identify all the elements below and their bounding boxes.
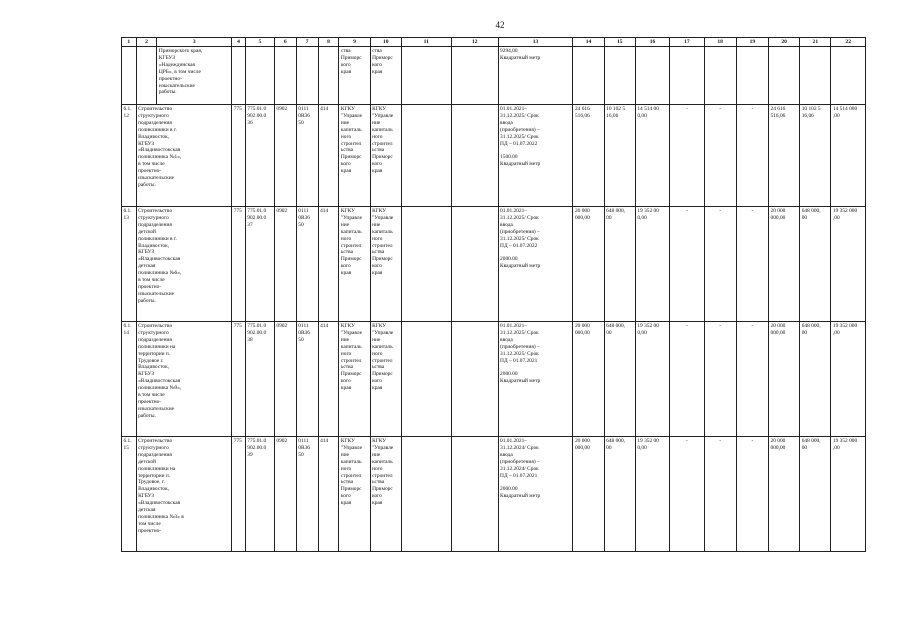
row-number-cell: 6.1. 15	[122, 437, 137, 552]
amount-cell: 10 102 5 16,06	[800, 105, 831, 207]
table-cell	[451, 207, 498, 322]
amount-cell: 20 000 000,00	[573, 437, 604, 552]
table-cell: 414	[318, 437, 339, 552]
amount-cell: 19 352 00 0,00	[635, 437, 669, 552]
table-cell	[736, 47, 768, 105]
object-name-cell: Строительство структурного подразделения поликлиники в г. Владивосток, КГБУЗ «Владивостокская поликлиника №1», в том числе проектно- изыскательские работы.	[136, 105, 232, 207]
terms-cell: 9294,00 Квадратный метр	[498, 47, 573, 105]
amount-cell: 19 352 00 0,00	[635, 207, 669, 322]
amount-cell: 19 352 000 ,00	[831, 437, 866, 552]
header-cell: 5	[245, 38, 274, 47]
amount-cell: 648 000, 00	[604, 322, 635, 437]
page-number: 42	[495, 20, 505, 30]
header-cell: 14	[573, 38, 604, 47]
table-cell	[232, 47, 246, 105]
table-cell	[245, 47, 274, 105]
table-cell	[401, 105, 451, 207]
terms-cell: 01.01.2021– 31.12.2025/ Срок ввода (приобретения) – 31.12.2025/ Срок ПД – 01.07.2021 2000.00 Квадратный метр	[498, 322, 573, 437]
header-cell: 7	[296, 38, 318, 47]
table-cell: 775	[232, 105, 246, 207]
terms-cell: 01.01.2021– 31.12.2025/ Срок ввода (приобретения) – 31.12.2025/ Срок ПД – 01.07.2022 1500.00 Квадратный метр	[498, 105, 573, 207]
table-cell: 414	[318, 207, 339, 322]
header-cell: 2	[136, 38, 157, 47]
table-cell	[769, 47, 800, 105]
table-cell: 775.01.0 902.00.0 36	[245, 105, 274, 207]
customer-cell: ства Приморс кого края	[339, 47, 370, 105]
amount-cell: 648 000, 00	[604, 207, 635, 322]
table-cell: -	[670, 105, 704, 207]
table-cell: 0902	[274, 322, 296, 437]
amount-cell: 24 616 516,06	[769, 105, 800, 207]
customer-cell: КГКУ "Управле ние капиталь ного строител ьства Приморс кого края	[339, 105, 370, 207]
developer-cell: КГКУ "Управле ние капиталь ного строител ьства Приморс кого края	[370, 207, 401, 322]
object-name-cell: Приморского края, КГБУЗ «Надеждинская ЦРБ», в том числе проектно- изыскательские работы.	[157, 47, 232, 105]
header-cell: 16	[635, 38, 669, 47]
table-cell	[451, 437, 498, 552]
table-cell: 414	[318, 322, 339, 437]
developer-cell: ства Приморс кого края	[370, 47, 401, 105]
amount-cell: 20 000 000,00	[573, 207, 604, 322]
table-cell: 0902	[274, 105, 296, 207]
amount-cell: 20 000 000,00	[769, 207, 800, 322]
table-cell	[451, 322, 498, 437]
amount-cell: 10 102 5 16,06	[604, 105, 635, 207]
table-cell	[318, 47, 339, 105]
amount-cell: 19 352 00 0,00	[635, 322, 669, 437]
table-cell	[401, 437, 451, 552]
table-cell: 775	[232, 207, 246, 322]
developer-cell: КГКУ "Управле ние капиталь ного строител ьства Приморс кого края	[370, 105, 401, 207]
table-cell: 0902	[274, 437, 296, 552]
budget-table	[121, 37, 866, 552]
table-cell	[401, 322, 451, 437]
amount-cell: 20 000 000,00	[769, 322, 800, 437]
header-cell: 6	[274, 38, 296, 47]
table-cell	[604, 47, 635, 105]
table-cell: -	[736, 437, 768, 552]
table-cell: 414	[318, 105, 339, 207]
amount-cell: 14 514 000 ,00	[831, 105, 866, 207]
header-cell: 20	[769, 38, 800, 47]
header-cell: 21	[800, 38, 831, 47]
table-cell: -	[704, 322, 736, 437]
object-name-cell: Строительство структурного подразделения детской поликлиники на территории п. Трудовое, г. Владивосток, КГБУЗ «Владивостокская детская поликлиника №3» в том числе проектно-	[136, 437, 232, 552]
amount-cell: 20 000 000,00	[769, 437, 800, 552]
row-number-cell: 6.1. 14	[122, 322, 137, 437]
table-cell: 775	[232, 437, 246, 552]
table-cell: 775.01.0 902.00.0 37	[245, 207, 274, 322]
table-cell	[704, 47, 736, 105]
table-cell	[136, 47, 157, 105]
table-cell	[122, 47, 137, 105]
developer-cell: КГКУ "Управле ние капиталь ного строител ьства Приморс кого края	[370, 437, 401, 552]
table-cell: -	[736, 322, 768, 437]
header-cell: 11	[401, 38, 451, 47]
table-row	[122, 437, 866, 552]
header-cell: 8	[318, 38, 339, 47]
amount-cell: 19 352 000 ,00	[831, 207, 866, 322]
header-cell: 1	[122, 38, 137, 47]
header-cell: 13	[498, 38, 573, 47]
table-cell: 0902	[274, 207, 296, 322]
table-row-continuation	[122, 47, 866, 105]
table-cell	[831, 47, 866, 105]
developer-cell: КГКУ "Управле ние капиталь ного строител ьства Приморс кого края	[370, 322, 401, 437]
table-cell: -	[670, 437, 704, 552]
table-cell: 775.01.0 902.00.0 39	[245, 437, 274, 552]
header-cell: 15	[604, 38, 635, 47]
header-cell: 9	[339, 38, 370, 47]
terms-cell: 01.01.2021– 31.12.2025/ Срок ввода (приобретения) – 31.12.2025/ Срок ПД – 01.07.2022 2000.00 Квадратный метр	[498, 207, 573, 322]
table-cell: 0111 0R36 50	[296, 105, 318, 207]
table-cell	[451, 47, 498, 105]
header-cell: 17	[670, 38, 704, 47]
header-cell: 3	[157, 38, 232, 47]
table-cell	[296, 47, 318, 105]
table-cell: -	[670, 207, 704, 322]
header-cell: 22	[831, 38, 866, 47]
object-name-cell: Строительство структурного подразделения детской поликлиники в г. Владивосток, КГБУЗ «Владивостокская детская поликлиника №6», в том числе проектно- изыскательские работы.	[136, 207, 232, 322]
table-cell: -	[704, 105, 736, 207]
header-cell: 4	[232, 38, 246, 47]
amount-cell: 19 352 000 ,00	[831, 322, 866, 437]
amount-cell: 648 000, 00	[800, 322, 831, 437]
table-cell: -	[736, 207, 768, 322]
header-cell: 19	[736, 38, 768, 47]
amount-cell: 20 000 000,00	[573, 322, 604, 437]
table-cell: 775.01.0 902.00.0 38	[245, 322, 274, 437]
customer-cell: КГКУ "Управле ние капиталь ного строител ьства Приморс кого края	[339, 437, 370, 552]
table-cell	[573, 47, 604, 105]
table-cell	[401, 47, 451, 105]
table-cell: 0111 0R36 50	[296, 322, 318, 437]
table-cell	[274, 47, 296, 105]
header-row	[122, 38, 866, 47]
header-cell: 12	[451, 38, 498, 47]
amount-cell: 648 000, 00	[800, 437, 831, 552]
header-cell: 10	[370, 38, 401, 47]
terms-cell: 01.01.2021– 31.12.2024/ Срок ввода (приобретения) – 31.12.2024/ Срок ПД – 01.07.2021 2000.00 Квадратный метр	[498, 437, 573, 552]
table-cell: 775	[232, 322, 246, 437]
table-cell: -	[704, 437, 736, 552]
table-cell: -	[736, 105, 768, 207]
table-cell	[401, 207, 451, 322]
amount-cell: 24 616 516,06	[573, 105, 604, 207]
table-cell	[670, 47, 704, 105]
table-row	[122, 322, 866, 437]
object-name-cell: Строительство структурного подразделения поликлиники на территории п. Трудовое г. Владивосток, КГБУЗ «Владивостокская поликлиника №9», в том числе проектно- изыскательские работы.	[136, 322, 232, 437]
table-row	[122, 105, 866, 207]
row-number-cell: 6.1. 13	[122, 207, 137, 322]
table-cell: 0111 0R36 50	[296, 437, 318, 552]
customer-cell: КГКУ "Управле ние капиталь ного строител ьства Приморс кого края	[339, 207, 370, 322]
table-cell	[451, 105, 498, 207]
row-number-cell: 6.1. 12	[122, 105, 137, 207]
table-cell: 0111 0R36 50	[296, 207, 318, 322]
amount-cell: 648 000, 00	[800, 207, 831, 322]
customer-cell: КГКУ "Управле ние капиталь ного строител ьства Приморс кого края	[339, 322, 370, 437]
amount-cell: 14 514 00 0,00	[635, 105, 669, 207]
table-cell	[635, 47, 669, 105]
table-row	[122, 207, 866, 322]
table-cell	[800, 47, 831, 105]
header-cell: 18	[704, 38, 736, 47]
table-cell: -	[704, 207, 736, 322]
table-cell: -	[670, 322, 704, 437]
amount-cell: 648 000, 00	[604, 437, 635, 552]
